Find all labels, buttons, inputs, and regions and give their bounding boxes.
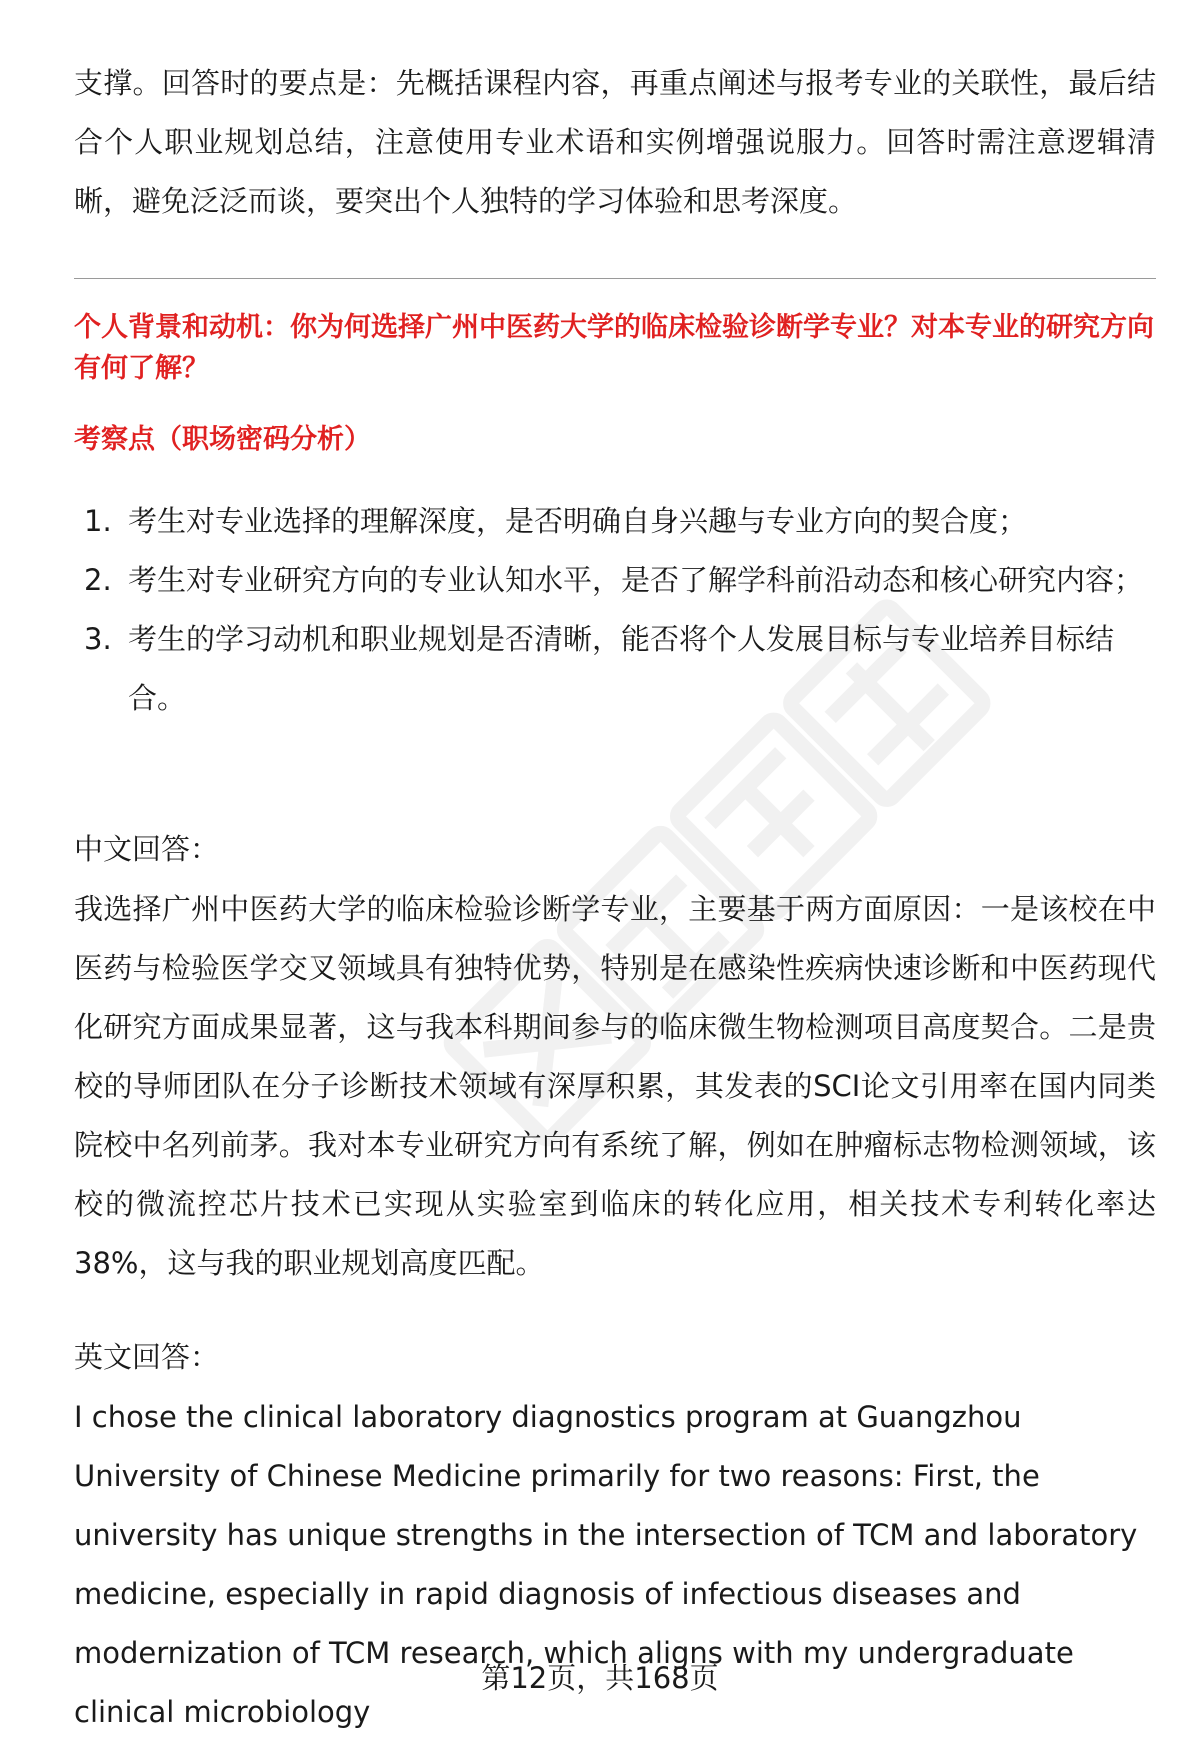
page-number-footer: 第12页，共168页 (481, 1661, 719, 1695)
question-heading: 个人背景和动机：你为何选择广州中医药大学的临床检验诊断学专业？对本专业的研究方向有何了解？ (74, 312, 1154, 384)
chinese-answer-text: 我选择广州中医药大学的临床检验诊断学专业，主要基于两方面原因：一是该校在中医药与检验医学交叉领域具有独特优势，特别是在感染性疾病快速诊断和中医药现代化研究方面成果显著，这与我本科期间参与的临床微生物检测项目高度契合。二是贵校的导师团队在分子诊断技术领域有深厚积累，其发表的SCI论文引用率在国内同类院校中名列前茅。我对本专业研究方向有系统了解，例如在肿瘤标志物检测领域，该校的微流控芯片技术已实现从实验室到临床的转化应用，相关技术专利转化率达38%，这与我的职业规划高度匹配。 (74, 892, 1156, 1280)
list-item (74, 610, 1156, 728)
section-divider (74, 278, 1156, 279)
list-item-number: 3. (84, 622, 112, 656)
list-item-number: 1. (84, 504, 112, 538)
list-item-text: 考生的学习动机和职业规划是否清晰，能否将个人发展目标与专业培养目标结合。 (128, 622, 1115, 715)
chinese-answer-label: 中文回答： (74, 832, 220, 866)
intro-paragraph: 支撑。回答时的要点是：先概括课程内容，再重点阐述与报考专业的关联性，最后结合个人职业规划总结，注意使用专业术语和实例增强说服力。回答时需注意逻辑清晰，避免泛泛而谈，要突出个人独特的学习体验和思考深度。 (74, 66, 1156, 218)
list-item-text: 考生对专业研究方向的专业认知水平，是否了解学科前沿动态和核心研究内容； (128, 563, 1144, 597)
english-answer-label: 英文回答： (74, 1340, 220, 1374)
points-list (74, 492, 1156, 728)
list-item (74, 492, 1156, 551)
english-answer-text: I chose the clinical laboratory diagnostics program at Guangzhou University of Chinese Medicine primarily for two reasons: First, the university has unique strengths in the intersection of TCM and laboratory medicine, especially in rapid diagnosis of infectious diseases and modernization of TCM research, which aligns with my undergraduate clinical microbiology (74, 1400, 1138, 1729)
list-item-text: 考生对专业选择的理解深度，是否明确自身兴趣与专业方向的契合度； (128, 504, 1028, 538)
list-item (74, 551, 1156, 610)
points-title: 考察点（职场密码分析） (74, 424, 371, 455)
list-item-number: 2. (84, 563, 112, 597)
